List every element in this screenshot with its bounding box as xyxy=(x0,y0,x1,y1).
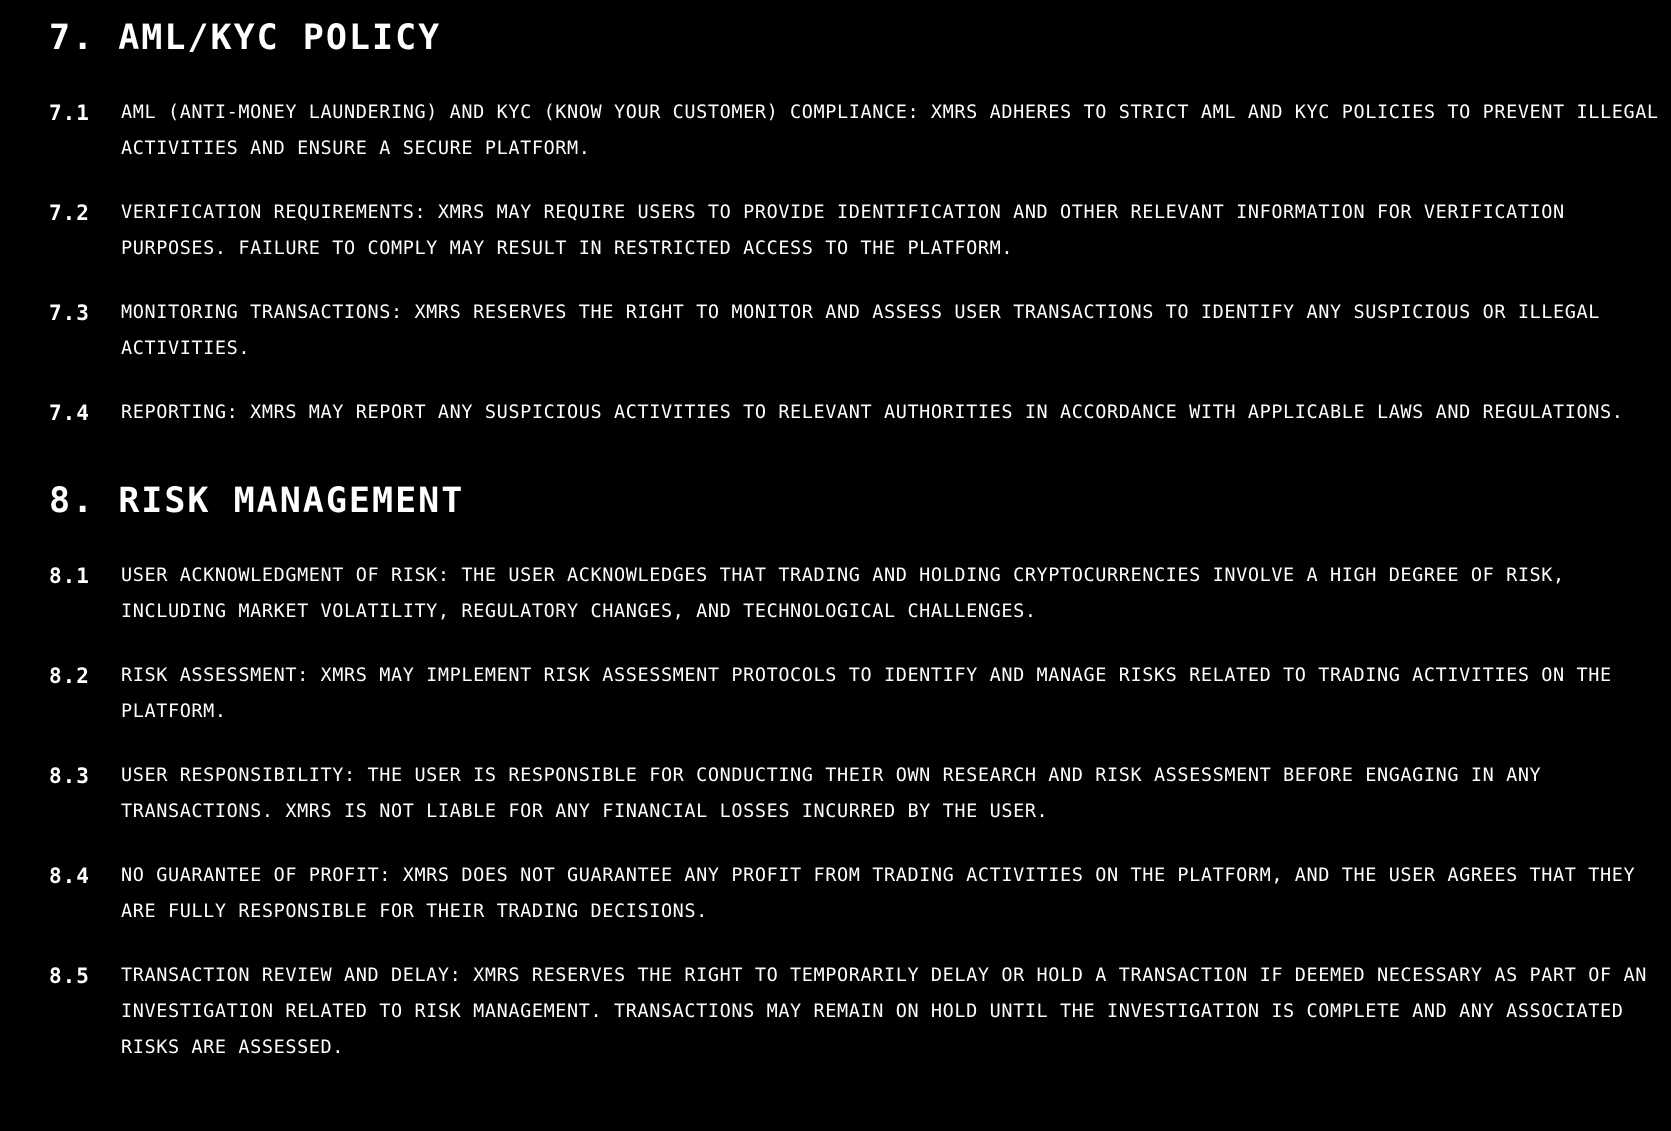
clause-number: 8.1 xyxy=(49,564,90,588)
clause-text: NO GUARANTEE OF PROFIT: XMRS DOES NOT GUARANTEE ANY PROFIT FROM TRADING ACTIVITIES ON THE PLATFORM, AND THE USER AGREES THAT THEY ARE FULLY RESPONSIBLE FOR THEIR TRADING DECISIONS. xyxy=(121,865,1636,922)
clause-list xyxy=(49,558,1671,1066)
section-title: 7. AML/KYC POLICY xyxy=(49,18,442,58)
clause-8-4 xyxy=(49,858,1671,930)
clause-number: 7.1 xyxy=(49,101,90,125)
clause-text: VERIFICATION REQUIREMENTS: XMRS MAY REQUIRE USERS TO PROVIDE IDENTIFICATION AND OTHER RELEVANT INFORMATION FOR VERIFICATION PURPOSES. FAILURE TO COMPLY MAY RESULT IN RESTRICTED ACCESS TO THE PLATFORM. xyxy=(121,202,1565,259)
section-title: 8. RISK MANAGEMENT xyxy=(49,481,465,521)
clause-number: 7.4 xyxy=(49,401,90,425)
clause-text: USER RESPONSIBILITY: THE USER IS RESPONSIBLE FOR CONDUCTING THEIR OWN RESEARCH AND RISK ASSESSMENT BEFORE ENGAGING IN ANY TRANSACTIONS. XMRS IS NOT LIABLE FOR ANY FINANCIAL LOSSES INCURRED BY THE USER. xyxy=(121,765,1542,822)
clause-7-2 xyxy=(49,195,1671,267)
clause-8-5 xyxy=(49,958,1671,1066)
clause-8-1 xyxy=(49,558,1671,630)
clause-number: 7.2 xyxy=(49,201,90,225)
clause-7-1 xyxy=(49,95,1671,167)
clause-8-2 xyxy=(49,658,1671,730)
section-risk-management xyxy=(49,477,1671,1066)
clause-text: USER ACKNOWLEDGMENT OF RISK: THE USER ACKNOWLEDGES THAT TRADING AND HOLDING CRYPTOCURRENCIES INVOLVE A HIGH DEGREE OF RISK, INCLUDING MARKET VOLATILITY, REGULATORY CHANGES, AND TECHNOLOGICAL CHALLENGES. xyxy=(121,565,1565,622)
clause-7-4 xyxy=(49,395,1671,431)
clause-number: 8.4 xyxy=(49,864,90,888)
clause-list xyxy=(49,95,1671,431)
clause-number: 8.5 xyxy=(49,964,90,988)
clause-text: REPORTING: XMRS MAY REPORT ANY SUSPICIOUS ACTIVITIES TO RELEVANT AUTHORITIES IN ACCORDANCE WITH APPLICABLE LAWS AND REGULATIONS. xyxy=(121,402,1624,423)
section-aml-kyc-policy xyxy=(49,14,1671,431)
clause-text: TRANSACTION REVIEW AND DELAY: XMRS RESERVES THE RIGHT TO TEMPORARILY DELAY OR HOLD A TRANSACTION IF DEEMED NECESSARY AS PART OF AN INVESTIGATION RELATED TO RISK MANAGEMENT. TRANSACTIONS MAY REMAIN ON HOLD UNTIL THE INVESTIGATION IS COMPLETE AND ANY ASSOCIATED RISKS ARE ASSESSED. xyxy=(121,965,1647,1058)
clause-text: AML (ANTI-MONEY LAUNDERING) AND KYC (KNOW YOUR CUSTOMER) COMPLIANCE: XMRS ADHERES TO STRICT AML AND KYC POLICIES TO PREVENT ILLEGAL ACTIVITIES AND ENSURE A SECURE PLATFORM. xyxy=(121,102,1659,159)
clause-number: 8.2 xyxy=(49,664,90,688)
clause-number: 8.3 xyxy=(49,764,90,788)
clause-text: RISK ASSESSMENT: XMRS MAY IMPLEMENT RISK ASSESSMENT PROTOCOLS TO IDENTIFY AND MANAGE RISKS RELATED TO TRADING ACTIVITIES ON THE PLATFORM. xyxy=(121,665,1612,722)
clause-8-3 xyxy=(49,758,1671,830)
clause-number: 7.3 xyxy=(49,301,90,325)
clause-7-3 xyxy=(49,295,1671,367)
clause-text: MONITORING TRANSACTIONS: XMRS RESERVES THE RIGHT TO MONITOR AND ASSESS USER TRANSACTIONS TO IDENTIFY ANY SUSPICIOUS OR ILLEGAL ACTIVITIES. xyxy=(121,302,1600,359)
